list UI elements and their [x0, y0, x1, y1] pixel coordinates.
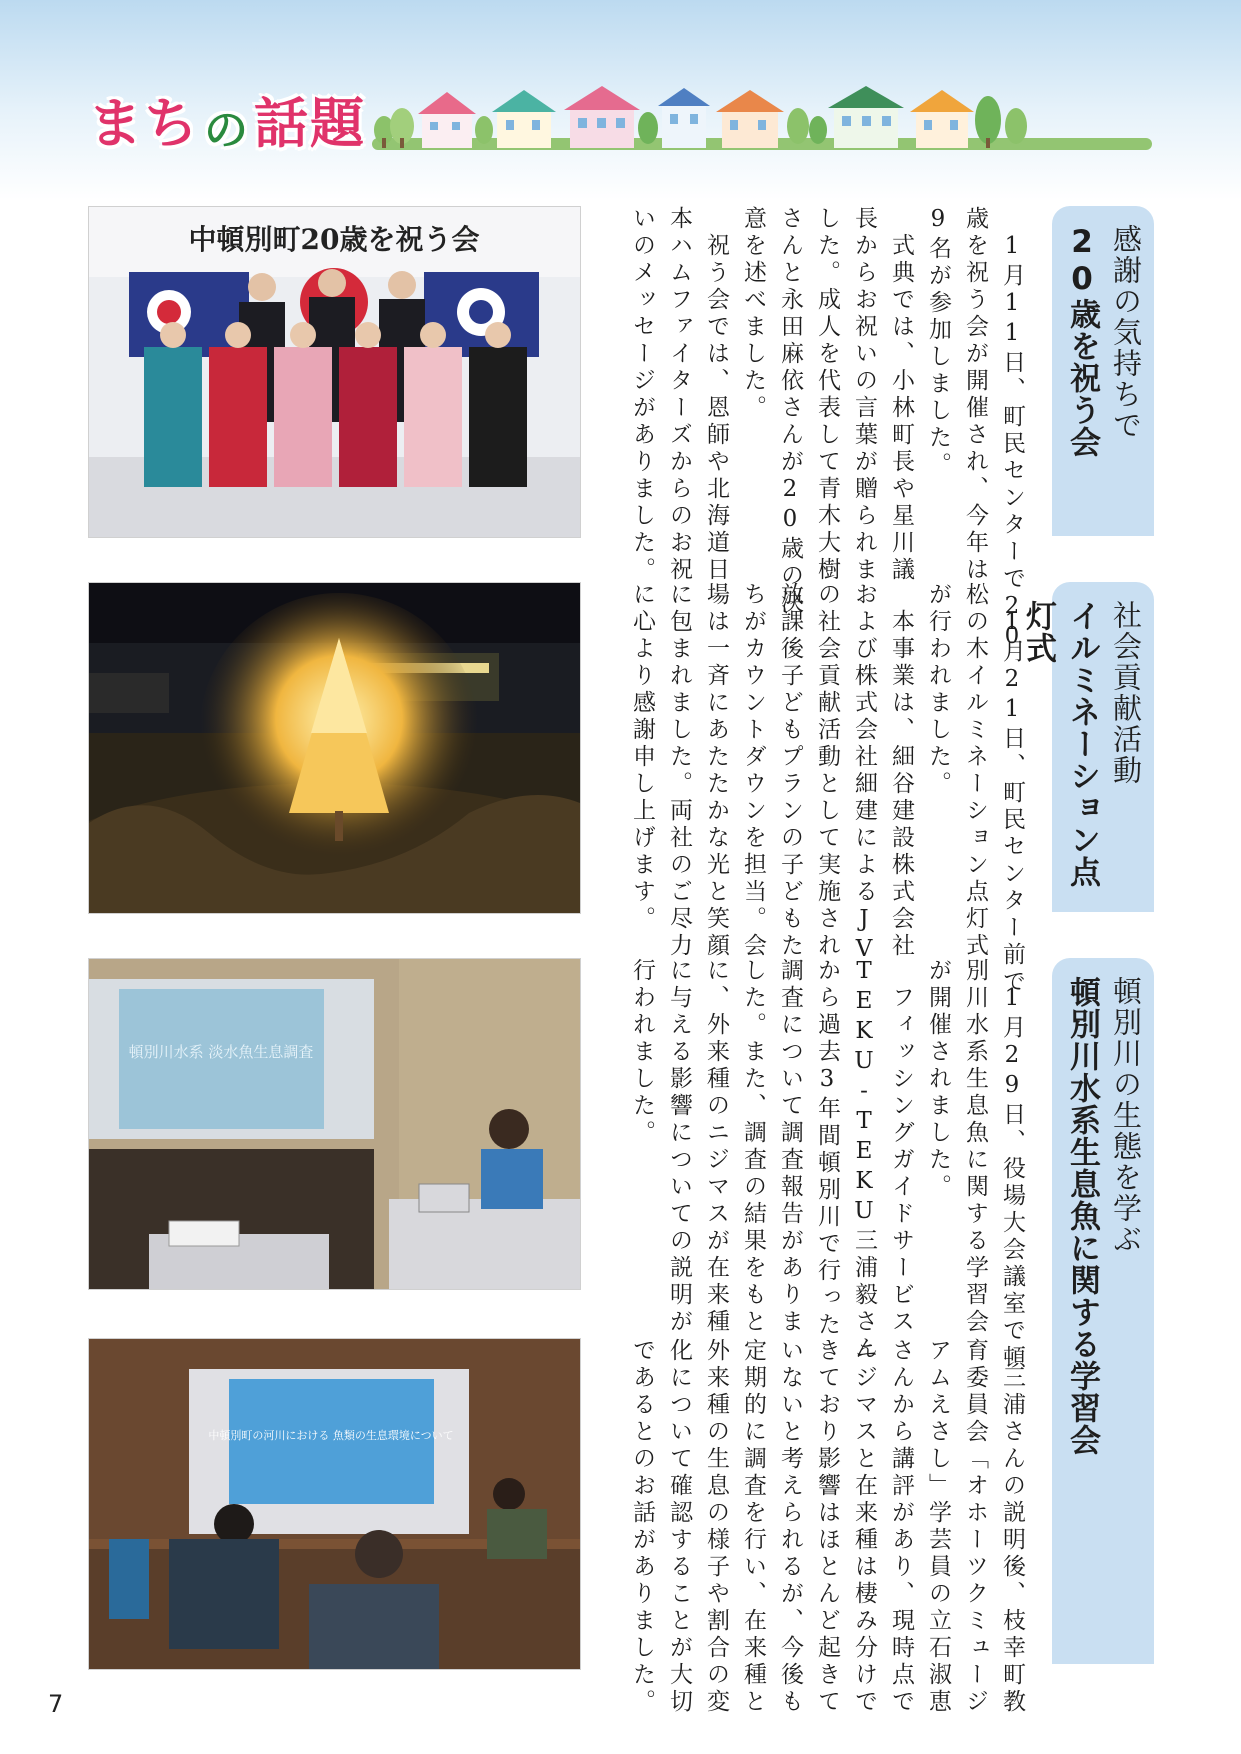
- body-line: 場は一斉にあたたかな光と笑顔: [703, 582, 729, 960]
- tree-icon: [1005, 108, 1027, 144]
- body-line: 祝う会では、恩師や北海道日: [703, 206, 729, 584]
- body-line: の社会貢献活動として実施され: [814, 582, 840, 960]
- section-logo: [88, 88, 366, 158]
- body-line: さんから講評があり、現時点で: [888, 1338, 914, 1716]
- page-number: 7: [48, 1690, 64, 1718]
- article-title: 頓別川水系生息魚に関する学習会: [1064, 976, 1100, 1456]
- photo-study-session-1: [88, 958, 581, 1290]
- body-line: 別川水系生息魚に関する学習会: [962, 958, 988, 1336]
- tree-icon: [787, 108, 809, 144]
- body-line: TEKU-TEKU三浦毅さん: [851, 958, 877, 1363]
- tree-icon: [638, 112, 658, 144]
- body-line: 育委員会「オホーツクミュージ: [962, 1338, 988, 1716]
- tree-icon: [809, 116, 827, 144]
- body-line: 長からお祝いの言葉が贈られま: [851, 206, 877, 584]
- tree-icon: [390, 108, 414, 148]
- tree-icon: [975, 96, 1001, 148]
- body-line: さんと永田麻依さんが20歳の決: [777, 206, 803, 617]
- photo-study-session-2: [88, 1338, 581, 1670]
- house-icon: [418, 92, 476, 148]
- banner-text: 中頓別町20歳を祝う会: [188, 223, 480, 256]
- body-line: フィッシングガイドサービス: [888, 958, 914, 1336]
- body-line: および株式会社細建によるJV: [851, 582, 877, 966]
- body-line: 化について確認することが大切: [666, 1338, 692, 1716]
- article-body-continued: [600, 1338, 1030, 1716]
- article-body: [600, 958, 1030, 1372]
- body-line: に与える影響についての説明が: [666, 958, 692, 1336]
- logo-char-1: ま: [88, 92, 144, 155]
- body-line: きており影響はほとんど起きて: [814, 1338, 840, 1716]
- logo-char-4: 話題: [254, 92, 366, 155]
- body-line: アムえさし」学芸員の立石淑恵: [925, 1338, 951, 1716]
- body-line: ちがカウントダウンを担当。会: [740, 582, 766, 960]
- screen-title: 頓別川水系 淡水魚生息調査: [128, 1043, 314, 1061]
- article-body: [600, 582, 1030, 996]
- photo-illumination: [88, 582, 581, 914]
- body-line: 放課後子どもプランの子どもた: [777, 582, 803, 960]
- body-line: 定期的に調査を行い、在来種と: [740, 1338, 766, 1716]
- article-title: 20歳を祝う会: [1064, 224, 1100, 458]
- body-line: から過去3年間頓別川で行った: [814, 958, 840, 1339]
- body-line: 1月11日、町民センターで20: [999, 206, 1025, 653]
- article-title-box: [1052, 206, 1154, 536]
- body-line: した。また、調査の結果をもと: [740, 958, 766, 1336]
- body-line: に包まれました。両社のご尽力: [666, 582, 692, 960]
- house-icon: [910, 90, 974, 148]
- article-body: [600, 206, 1030, 653]
- photo-20th-celebration: [88, 206, 581, 538]
- logo-char-3: の: [204, 105, 250, 156]
- body-line: に、外来種のニジマスが在来種: [703, 958, 729, 1336]
- body-line: 三浦さんの説明後、枝幸町教: [999, 1338, 1025, 1716]
- house-icon: [658, 88, 710, 148]
- body-line: 松の木イルミネーション点灯式: [962, 582, 988, 960]
- body-line: 1月29日、役場大会議室で頓: [999, 958, 1025, 1372]
- town-illustration: [372, 80, 1152, 150]
- article-subtitle: 感謝の気持ちで: [1109, 224, 1143, 441]
- body-line: であるとのお話がありました。: [629, 1338, 655, 1716]
- house-icon: [716, 90, 784, 148]
- body-line: 歳を祝う会が開催され、今年は: [962, 206, 988, 584]
- house-icon: [828, 86, 904, 148]
- logo-char-2: ち: [144, 92, 200, 155]
- body-line: ニジマスと在来種は棲み分けで: [851, 1338, 877, 1716]
- house-icon: [492, 90, 556, 148]
- house-icon: [564, 86, 640, 148]
- body-line: 本ハムファイターズからのお祝: [666, 206, 692, 584]
- body-line: 行われました。: [629, 958, 655, 1147]
- article-title: イルミネーション点灯式: [1020, 600, 1100, 888]
- article-subtitle: 社会貢献活動: [1109, 600, 1143, 786]
- body-line: 外来種の生息の様子や割合の変: [703, 1338, 729, 1716]
- article-title-box: [1020, 582, 1154, 912]
- body-line: した。成人を代表して青木大樹: [814, 206, 840, 584]
- body-line: 9名が参加しました。: [925, 206, 951, 479]
- body-line: いのメッセージがありました。: [629, 206, 655, 584]
- body-line: 式典では、小林町長や星川議: [888, 206, 914, 584]
- body-line: 意を述べました。: [740, 206, 766, 422]
- article-title-box: [1052, 958, 1154, 1664]
- body-line: 1月21日、町民センター前で: [999, 582, 1025, 996]
- body-line: が行われました。: [925, 582, 951, 798]
- screen-title: 中頓別町の河川における 魚類の生息環境について: [208, 1429, 454, 1442]
- article-subtitle: 頓別川の生態を学ぶ: [1109, 976, 1143, 1255]
- body-line: が開催されました。: [925, 958, 951, 1201]
- body-line: に心より感謝申し上げます。: [629, 582, 655, 933]
- body-line: いないと考えられるが、今後も: [777, 1338, 803, 1716]
- body-line: 本事業は、細谷建設株式会社: [888, 582, 914, 960]
- body-line: 調査について調査報告がありま: [777, 958, 803, 1336]
- tree-icon: [475, 116, 493, 144]
